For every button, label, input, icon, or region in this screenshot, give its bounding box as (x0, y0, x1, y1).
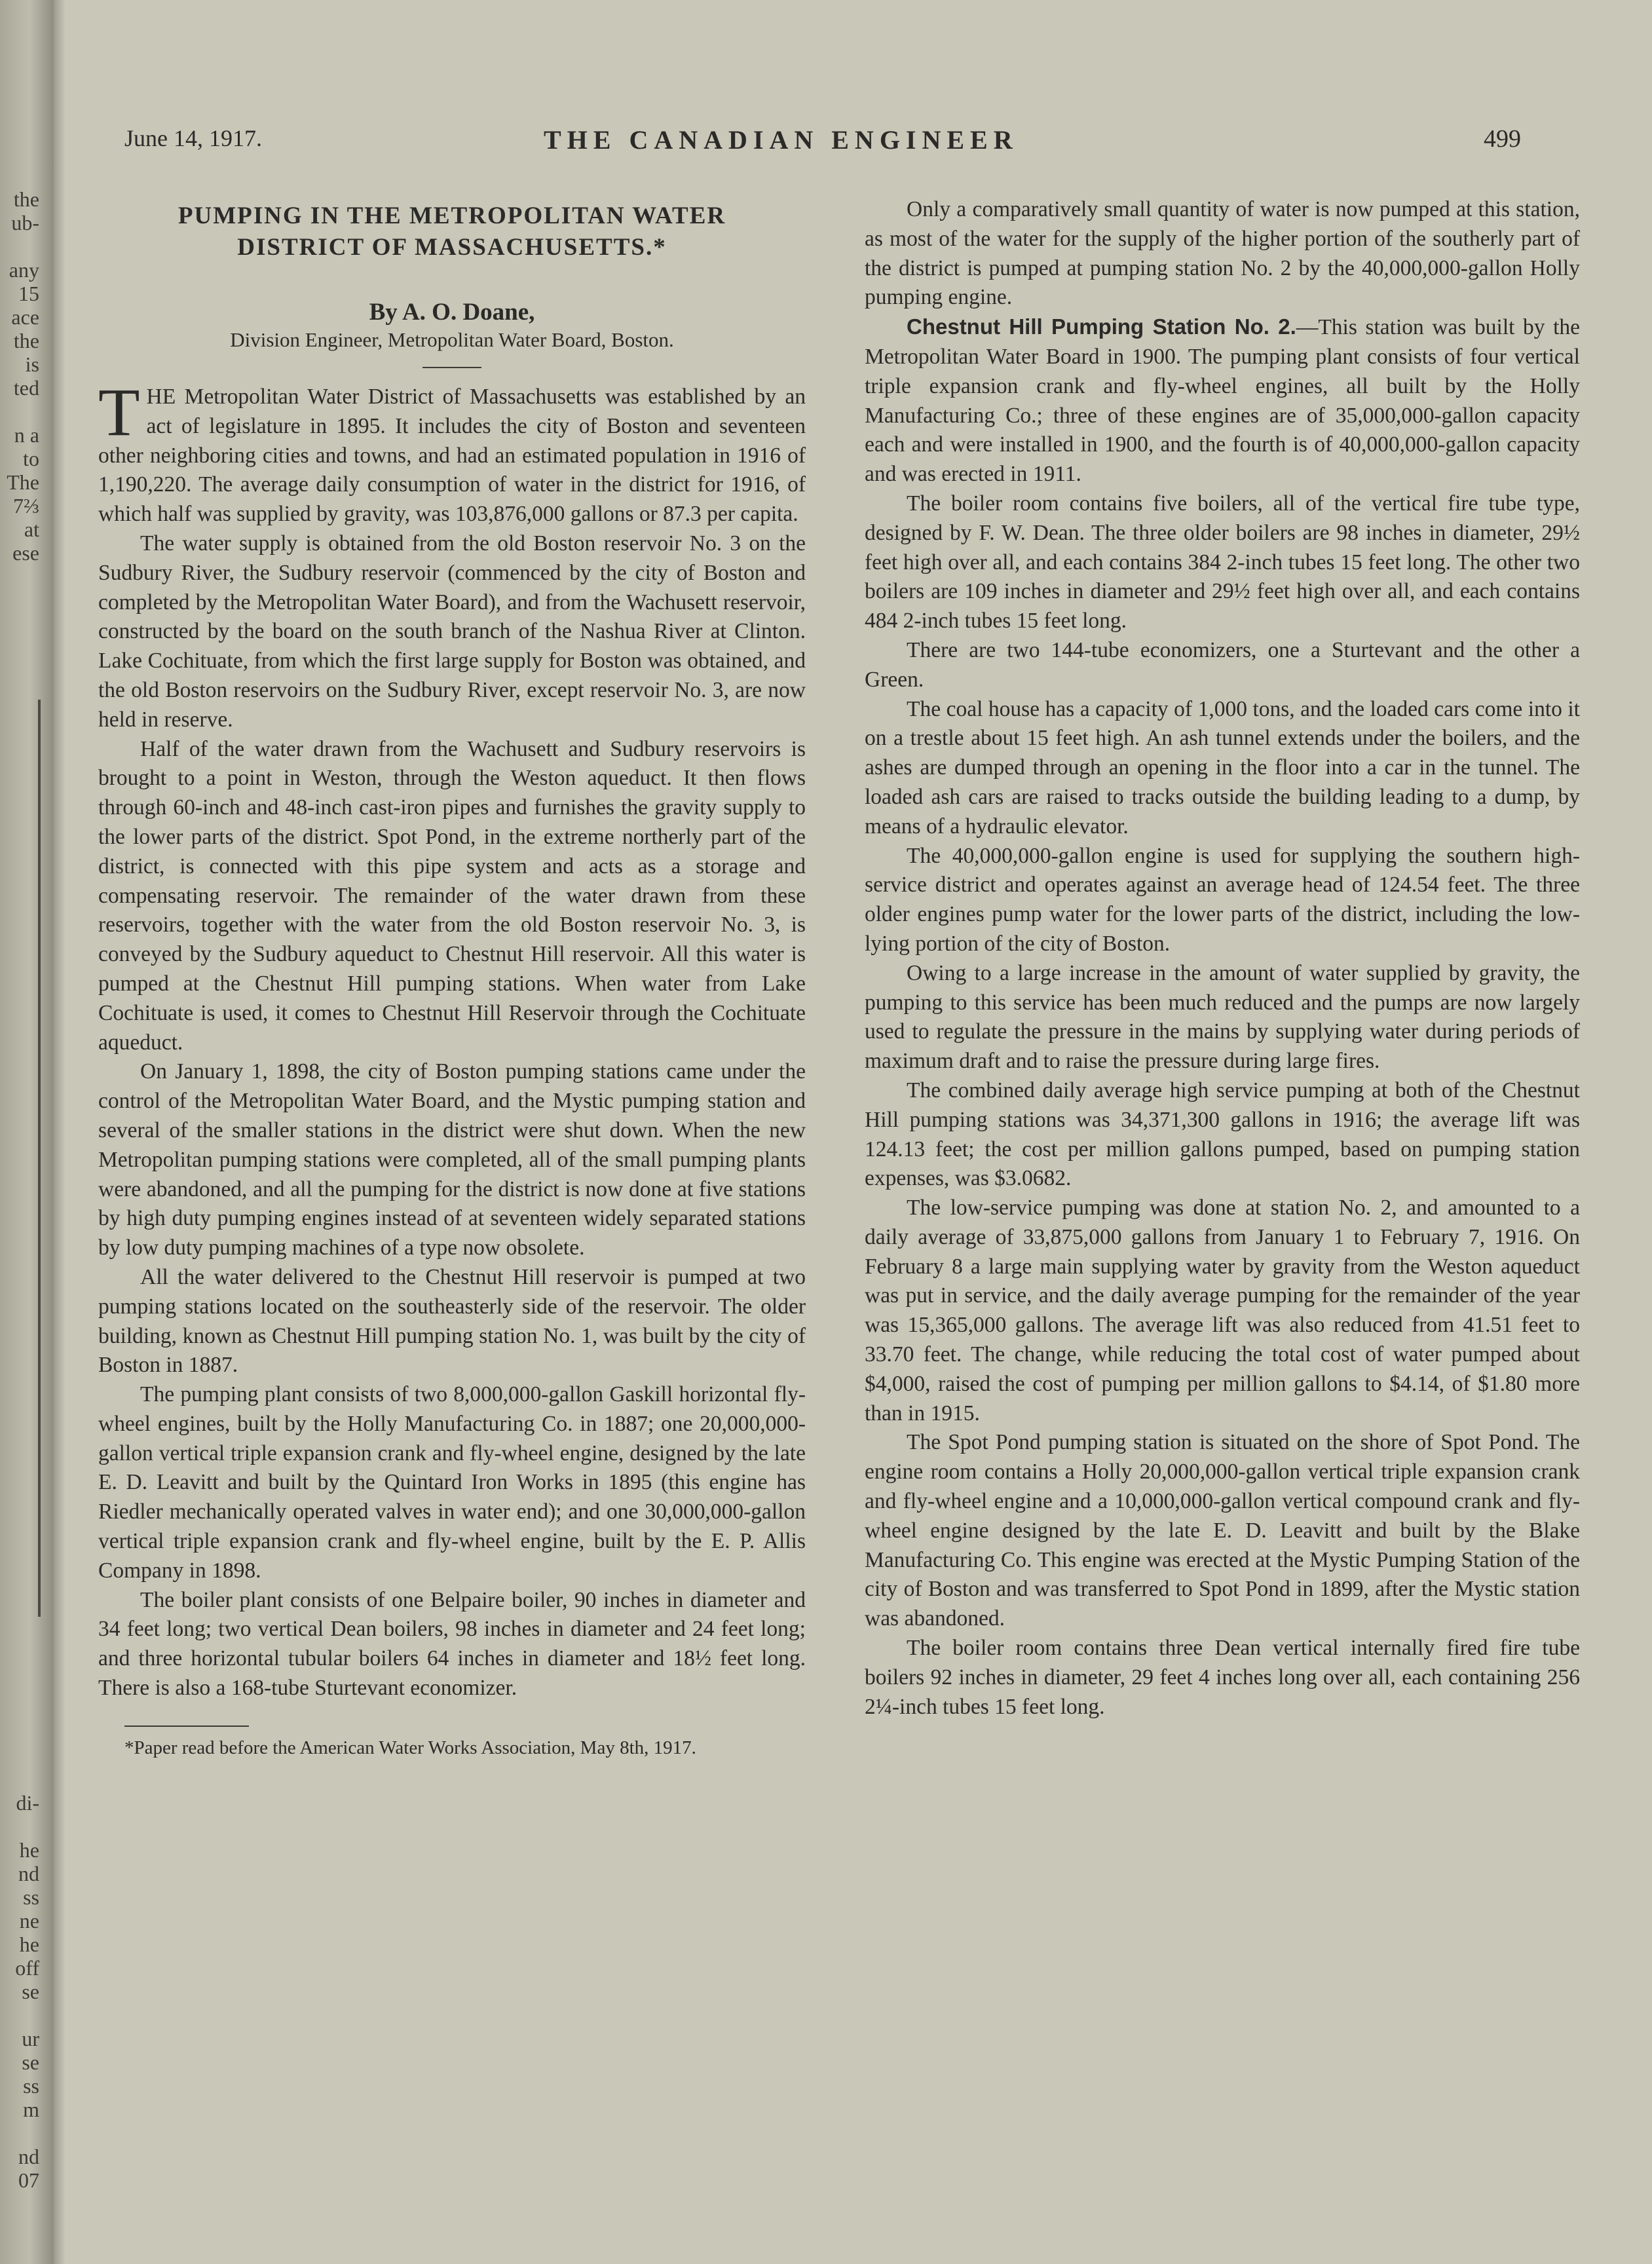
paragraph: The combined daily average high service pumping at both of the Chestnut Hill pumping stations was 34,371,300 gallons in 1916; the average lift was 124.13 feet; the cost per million gallons pumped, based on pumping station expenses, was $3.0682. (865, 1078, 1580, 1191)
gutter-fragment: is (25, 352, 39, 376)
journal-title: THE CANADIAN ENGINEER (544, 125, 1019, 155)
paragraph-text: —This station was built by the Metropolitan Water Board in 1900. The pumping plant consists of four vertical triple expansion crank and fly-wheel engines, all built by the Holly Manufacturing Co.; three of these engines are of 35,000,000-gallon capacity each and were installed in 1900, and the fourth is of 40,000,000-gallon capacity and was erected in 1911. (865, 315, 1580, 487)
gutter-fragment: n a (14, 423, 39, 447)
gutter-fragment: ub- (11, 211, 39, 235)
right-column (865, 195, 1580, 1722)
section-heading: Chestnut Hill Pumping Station No. 2. (907, 314, 1296, 339)
gutter-fragment (0, 1673, 39, 1697)
gutter-fragment: ss (23, 2074, 39, 2098)
paragraph: Owing to a large increase in the amount of water supplied by gravity, the pumping to this service has been much reduced and the pumps are now largely used to regulate the pressure in the mains by supplying water during periods of maximum draft and to raise the pressure during large fires. (865, 960, 1580, 1074)
gutter-fragment: to (23, 447, 39, 470)
gutter-fragment (0, 1720, 39, 1744)
article-title (98, 200, 806, 263)
gutter-fragment (0, 235, 39, 258)
paragraph: The boiler room contains three Dean vertical internally fired fire tube boilers 92 inches in diameter, 29 feet 4 inches long over all, each containing 256 2¼-inch tubes 15 feet long. (865, 1636, 1580, 1719)
gutter-fragment: ted (13, 376, 39, 400)
gutter-fragment: nd (18, 2145, 39, 2168)
drop-cap: T (98, 375, 140, 450)
paragraph: The pumping plant consists of two 8,000,000-gallon Gaskill horizontal fly-wheel engines, built by the Holly Manufacturing Co. in 1887; one 20,000,000-gallon vertical triple expansion crank and fly-wheel engine, designed by the late E. D. Leavitt and built by the Quintard Iron Works in 1895 (this engine has Riedler mechanically operated valves in water end); and one 30,000,000-gallon vertical triple expansion crank and fly-wheel engine, built by the E. P. Allis Company in 1898. (98, 1382, 806, 1583)
gutter-fragment: he (19, 1838, 39, 1862)
paragraph-text: HE Metropolitan Water District of Massachusetts was established by an act of legislature in 1895. It includes the city of Boston and seventeen other neighboring cities and towns, and had an estimated population in 1916 of 1,190,220. The average daily consumption of water in the district for 1916, of which half was supplied by gravity, was 103,876,000 gallons or 87.3 per capita. (98, 385, 806, 527)
footnote: *Paper read before the American Water Works Association, May 8th, 1917. (124, 1737, 696, 1758)
gutter-fragment: The (7, 470, 39, 494)
gutter-fragment (0, 565, 39, 588)
gutter-fragment: se (22, 1980, 39, 2003)
left-column (98, 195, 806, 1760)
gutter-fragment (0, 1815, 39, 1838)
author-byline: By A. O. Doane, (369, 299, 535, 326)
paragraph: The water supply is obtained from the old Boston reservoir No. 3 on the Sudbury River, the Sudbury reservoir (commenced by the city of Boston and completed by the Metropolitan Water Board), and from the Wachusett reservoir, constructed by the board on the south branch of the Nashua River at Clinton. Lake Cochituate, from which the first large supply for Boston was obtained, and the old Boston reservoirs on the Sudbury River, except reservoir No. 3, are now held in reserve. (98, 531, 806, 732)
gutter-fragment: he (19, 1933, 39, 1956)
paragraph: The coal house has a capacity of 1,000 tons, and the loaded cars come into it on a trestle about 15 feet high. An ash tunnel extends under the boilers, and the ashes are dumped through an opening in the floor into a car in the tunnel. The loaded ash cars are raised to tracks outside the building leading to a dump, by means of a hydraulic elevator. (865, 696, 1580, 839)
gutter-fragment: off (15, 1956, 39, 1980)
paragraph: All the water delivered to the Chestnut Hill reservoir is pumped at two pumping stations located on the southeasterly side of the reservoir. The older building, known as Chestnut Hill pumping station No. 1, was built by the city of Boston in 1887. (98, 1264, 806, 1378)
gutter-fragment: ese (12, 541, 39, 565)
gutter-fragment: ne (19, 1909, 39, 1933)
gutter-fragment: nd (18, 1862, 39, 1885)
previous-page-gutter (0, 0, 54, 2264)
paragraph (865, 312, 1580, 489)
gutter-fragment: se (22, 2050, 39, 2074)
gutter-fragment: m (23, 2098, 39, 2121)
gutter-fragment (0, 1650, 39, 1673)
gutter-fragment (0, 400, 39, 423)
gutter-fragment: di- (16, 1791, 39, 1815)
gutter-fragment: the (13, 187, 39, 211)
gutter-fragment: ace (11, 305, 39, 329)
paragraph: Only a comparatively small quantity of water is now pumped at this station, as most of the water for the supply of the higher portion of the southerly part of the district is pumped at pumping station No. 2 by the 40,000,000-gallon Holly pumping engine. (865, 197, 1580, 310)
paragraph: Half of the water drawn from the Wachusett and Sudbury reservoirs is brought to a point in Weston, through the Weston aqueduct. It then flows through 60-inch and 48-inch cast-iron pipes and furnishes the gravity supply to the lower parts of the district. Spot Pond, in the extreme northerly part of the district, is connected with this pipe system and acts as a storage and compensating reservoir. The remainder of the water drawn from these reservoirs, together with the water from the old Boston reservoir No. 3, is conveyed by the Sudbury aqueduct to Chestnut Hill reservoir. All this water is pumped at the Chestnut Hill pumping stations. When water from Lake Cochituate is used, it comes to Chestnut Hill Reservoir through the Cochituate aqueduct. (98, 736, 806, 1055)
gutter-fragment: the (13, 329, 39, 352)
gutter-fragment: at (24, 518, 39, 541)
gutter-fragment (0, 1767, 39, 1791)
footnote-divider (124, 1726, 249, 1727)
gutter-fragment (0, 612, 39, 635)
gutter-fragment: ur (22, 2027, 39, 2050)
running-header (0, 124, 1652, 164)
gutter-fragment: 07 (18, 2168, 39, 2192)
gutter-fragment (0, 2003, 39, 2027)
gutter-fragment (0, 635, 39, 659)
paragraph: There are two 144-tube economizers, one a Sturtevant and the other a Green. (865, 637, 1580, 692)
gutter-fragment: any (9, 258, 39, 282)
paragraph: The Spot Pond pumping station is situated on the shore of Spot Pond. The engine room contains a Holly 20,000,000-gallon vertical triple expansion crank and fly-wheel engine and a 10,000,000-gallon vertical compound crank and fly-wheel engine designed by the late E. D. Leavitt and built by the Blake Manufacturing Co. This engine was erected at the Mystic Pumping Station of the city of Boston and was transferred to Spot Pond in 1899, after the Mystic station was abandoned. (865, 1430, 1580, 1631)
gutter-fragment: 7⅔ (13, 494, 39, 518)
author-affiliation: Division Engineer, Metropolitan Water Board, Boston. (230, 328, 674, 351)
article-title-line-1: PUMPING IN THE METROPOLITAN WATER (178, 202, 726, 229)
gutter-fragment (0, 2121, 39, 2145)
gutter-fragment (0, 1697, 39, 1720)
gutter-fragment (0, 1744, 39, 1767)
paragraph: The boiler room contains five boilers, all of the vertical fire tube type, designed by F. W. Dean. The three older boilers are 98 inches in diameter, 29½ feet high over all, and each contains 384 2-inch tubes 15 feet long. The other two boilers are 109 inches in diameter and 29½ feet high over all, and each contains 484 2-inch tubes 15 feet long. (865, 491, 1580, 633)
previous-page-box-rule (0, 700, 41, 1617)
page-fold-shadow (54, 0, 66, 2264)
gutter-fragment (0, 659, 39, 683)
paragraph (98, 375, 806, 529)
paragraph: The low-service pumping was done at station No. 2, and amounted to a daily average of 33,875,000 gallons from January 1 to February 7, 1916. On February 8 a large main supplying water by gravity from the Weston aqueduct was put in service, and the daily average pumping for the remainder of the year was 15,365,000 gallons. The average lift was also reduced from 41.51 feet to 33.70 feet. The change, while reducing the total cost of water pumped about $4,000, raised the cost of pumping per million gallons to $4.14, of $1.80 more than in 1915. (865, 1196, 1580, 1425)
gutter-fragment (0, 1626, 39, 1650)
title-divider (422, 367, 481, 368)
gutter-fragment: ss (23, 1885, 39, 1909)
gutter-fragment (0, 588, 39, 612)
page-number: 499 (1484, 125, 1521, 153)
gutter-fragment: 15 (18, 282, 39, 305)
paragraph: The boiler plant consists of one Belpaire boiler, 90 inches in diameter and 34 feet long; two vertical Dean boilers, 98 inches in diameter and 24 feet long; and three horizontal tubular boilers 64 inches in diameter and 18½ feet long. There is also a 168-tube Sturtevant economizer. (98, 1587, 806, 1701)
issue-date: June 14, 1917. (124, 125, 262, 151)
paragraph: On January 1, 1898, the city of Boston pumping stations came under the control of the Metropolitan Water Board, and the Mystic pumping station and several of the smaller stations in the district were shut down. When the new Metropolitan pumping stations were completed, all of the small pumping plants were abandoned, and all the pumping for the district is now done at five stations by high duty pumping engines instead of at seventeen widely separated stations by low duty pumping machines of a type now obsolete. (98, 1059, 806, 1260)
paragraph: The 40,000,000-gallon engine is used for supplying the southern high-service district and operates against an average head of 124.54 feet. The three older engines pump water for the lower parts of the district, including the low-lying portion of the city of Boston. (865, 843, 1580, 956)
article-title-line-2: DISTRICT OF MASSACHUSETTS.* (237, 234, 667, 261)
